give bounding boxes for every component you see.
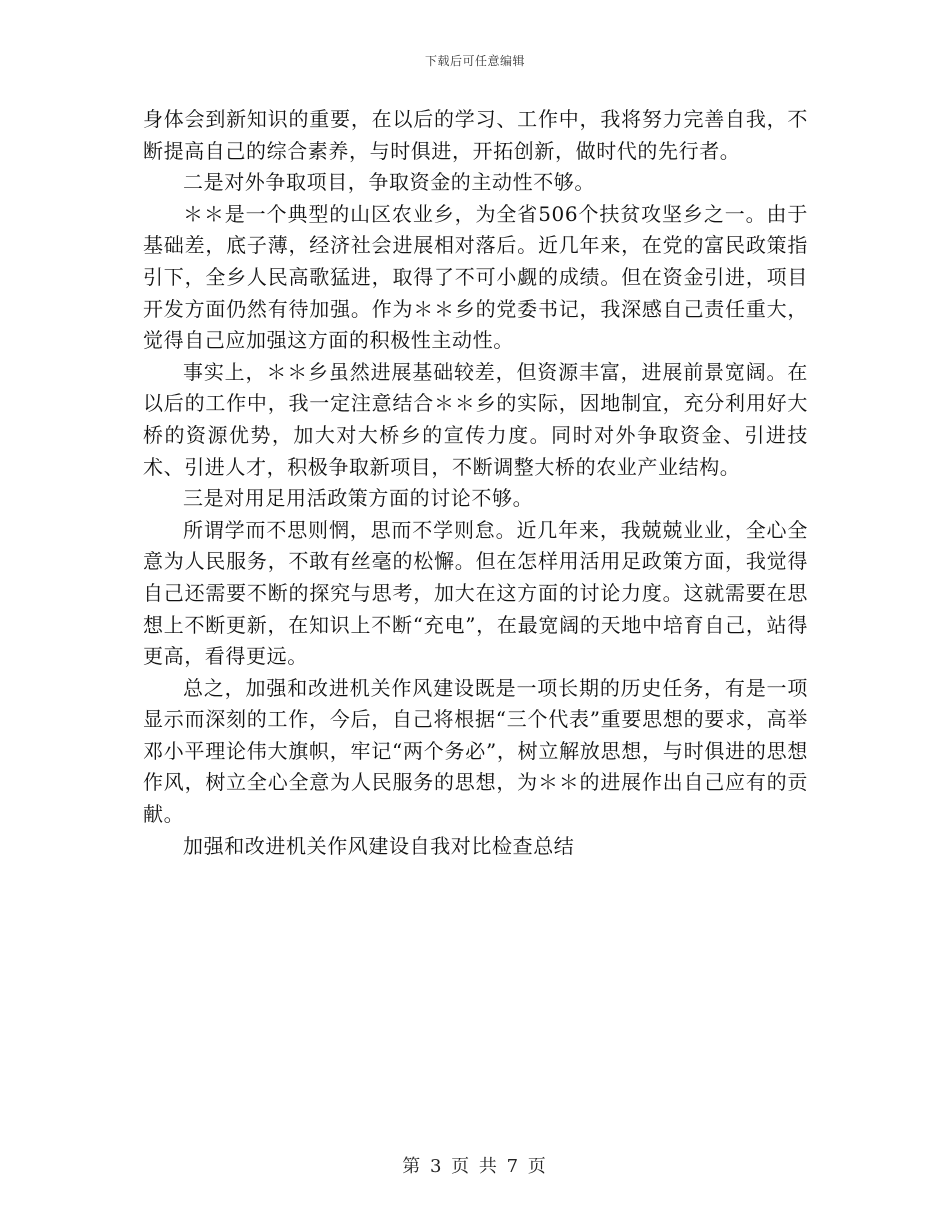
page-number: 第 3 页 共 7 页: [402, 1156, 548, 1177]
paragraph-next-title: 加强和改进机关作风建设自我对比检查总结: [183, 833, 575, 858]
paragraph-point-three: 三是对用足用活政策方面的讨论不够。: [183, 486, 534, 511]
paragraph-continuation: 身体会到新知识的重要，在以后的学习、工作中，我将努力完善自我，不断提高自己的综合素养，与时俱进，开拓创新，做时代的先行者。: [143, 107, 808, 163]
paragraph-conclusion: 总之，加强和改进机关作风建设既是一项长期的历史任务，有是一项显示而深刻的工作，今后，自己将根据“三个代表”重要思想的要求，高举邓小平理论伟大旗帜，牢记“两个务必”，树立解放思想，与时俱进的思想作风，树立全心全意为人民服务的思想，为＊＊的进展作出自己应有的贡献。: [143, 675, 808, 827]
paragraph-learning: 所谓学而不思则惘，思而不学则怠。近几年来，我兢兢业业，全心全意为人民服务，不敢有丝毫的松懈。但在怎样用活用足政策方面，我觉得自己还需要不断的探究与思考，加大在这方面的讨论力度。这就需要在思想上不断更新，在知识上不断“充电”，在最宽阔的天地中培育自己，站得更高，看得更远。: [143, 517, 808, 669]
paragraph-township-resources: 事实上，＊＊乡虽然进展基础较差，但资源丰富，进展前景宽阔。在以后的工作中，我一定注意结合＊＊乡的实际，因地制宜，充分利用好大桥的资源优势，加大对大桥乡的宣传力度。同时对外争取资金、引进技术、引进人才，积极争取新项目，不断调整大桥的农业产业结构。: [143, 359, 808, 479]
paragraph-township-intro: ＊＊是一个典型的山区农业乡，为全省506个扶贫攻坚乡之一。由于基础差，底子薄，经济社会进展相对落后。近几年来，在党的富民政策指引下，全乡人民高歌猛进，取得了不可小觑的成绩。但在资金引进，项目开发方面仍然有待加强。作为＊＊乡的党委书记，我深感自己责任重大，觉得自己应加强这方面的积极性主动性。: [143, 201, 808, 353]
paragraph-point-two: 二是对外争取项目，争取资金的主动性不够。: [183, 170, 595, 195]
document-body: [143, 104, 808, 862]
header-note: 下载后可任意编辑: [424, 54, 525, 68]
